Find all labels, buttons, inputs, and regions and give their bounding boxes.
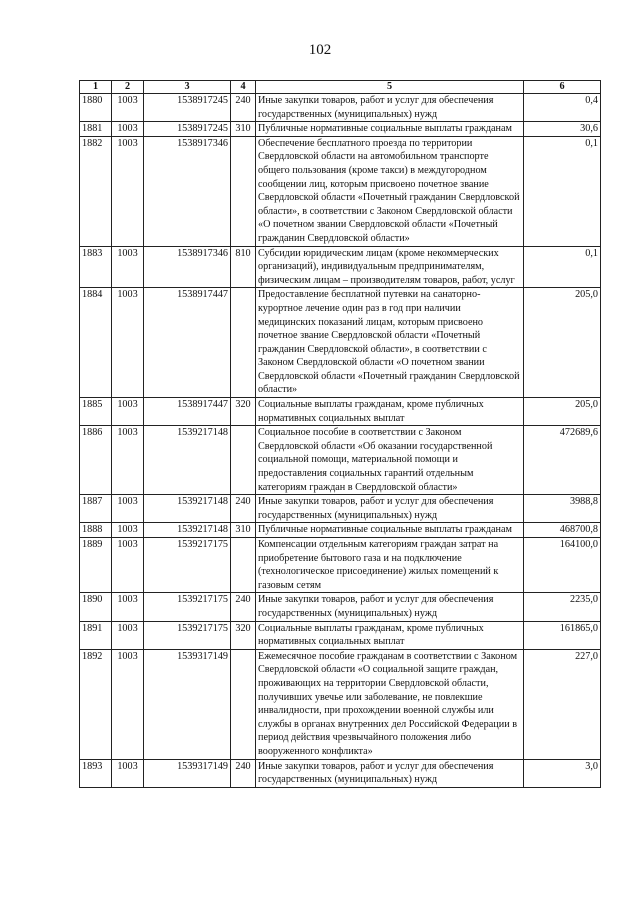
target-code: 1539217148 [144,495,231,523]
target-code: 1538917245 [144,94,231,122]
table-row [80,538,601,593]
section-code: 1003 [112,94,144,122]
target-code: 1539217175 [144,538,231,593]
row-number: 1881 [80,122,112,137]
column-header-5: 5 [256,81,524,94]
section-code: 1003 [112,288,144,398]
target-code: 1538917447 [144,398,231,426]
table-row [80,122,601,137]
section-code: 1003 [112,538,144,593]
expense-type-code: 320 [231,621,256,649]
expense-type-code: 320 [231,398,256,426]
section-code: 1003 [112,649,144,759]
table-row [80,759,601,787]
row-number: 1893 [80,759,112,787]
table-row [80,621,601,649]
target-code: 1538917346 [144,136,231,246]
amount: 2235,0 [524,593,601,621]
amount: 472689,6 [524,426,601,495]
expense-type-code: 310 [231,122,256,137]
item-name: Социальное пособие в соответствии с Законом Свердловской области «Об оказании государственной социальной помощи, материальной помощи и предоставления социальных гарантий отдельным категориям граждан в Свердловской области» [256,426,524,495]
amount: 161865,0 [524,621,601,649]
row-number: 1880 [80,94,112,122]
item-name: Социальные выплаты гражданам, кроме публичных нормативных социальных выплат [256,398,524,426]
column-header-4: 4 [231,81,256,94]
target-code: 1539217148 [144,523,231,538]
column-header-6: 6 [524,81,601,94]
item-name: Компенсации отдельным категориям граждан затрат на приобретение бытового газа и на подключение (технологическое присоединение) жилых помещений к газовым сетям [256,538,524,593]
expense-type-code: 240 [231,94,256,122]
expense-type-code: 810 [231,246,256,288]
row-number: 1886 [80,426,112,495]
target-code: 1539217175 [144,621,231,649]
amount: 30,6 [524,122,601,137]
section-code: 1003 [112,621,144,649]
target-code: 1538917447 [144,288,231,398]
amount: 227,0 [524,649,601,759]
table-row [80,398,601,426]
page-number: 102 [308,42,332,58]
row-number: 1888 [80,523,112,538]
column-header-1: 1 [80,81,112,94]
table-row [80,649,601,759]
amount: 3,0 [524,759,601,787]
expense-type-code [231,288,256,398]
row-number: 1883 [80,246,112,288]
item-name: Публичные нормативные социальные выплаты гражданам [256,523,524,538]
section-code: 1003 [112,759,144,787]
section-code: 1003 [112,246,144,288]
target-code: 1539317149 [144,759,231,787]
row-number: 1887 [80,495,112,523]
section-code: 1003 [112,593,144,621]
item-name: Обеспечение бесплатного проезда по территории Свердловской области на автомобильном транспорте общего пользования (кроме такси) в междугородном сообщении лиц, которым присвоено почетное звание Свердловской области «Почетный гражданин Свердловской области», в соответствии с Законом Свердловской области «О почетном звании Свердловской области «Почетный гражданин Свердловской области» [256,136,524,246]
budget-table [79,80,601,788]
expense-type-code [231,538,256,593]
amount: 468700,8 [524,523,601,538]
amount: 205,0 [524,288,601,398]
row-number: 1882 [80,136,112,246]
row-number: 1885 [80,398,112,426]
section-code: 1003 [112,426,144,495]
row-number: 1892 [80,649,112,759]
item-name: Иные закупки товаров, работ и услуг для обеспечения государственных (муниципальных) нужд [256,759,524,787]
table-row [80,246,601,288]
item-name: Ежемесячное пособие гражданам в соответствии с Законом Свердловской области «О социальной защите граждан, проживающих на территории Свердловской области, получивших увечье или заболевание, не повлекшие инвалидности, при прохождении военной службы или службы в органах внутренних дел Российской Федерации в период действия чрезвычайного положения либо вооруженного конфликта» [256,649,524,759]
table-row [80,593,601,621]
row-number: 1891 [80,621,112,649]
table-row [80,94,601,122]
target-code: 1538917245 [144,122,231,137]
section-code: 1003 [112,122,144,137]
table-row [80,288,601,398]
target-code: 1538917346 [144,246,231,288]
table-row [80,523,601,538]
expense-type-code: 240 [231,495,256,523]
amount: 205,0 [524,398,601,426]
row-number: 1884 [80,288,112,398]
row-number: 1890 [80,593,112,621]
column-header-2: 2 [112,81,144,94]
table-row [80,495,601,523]
target-code: 1539217148 [144,426,231,495]
target-code: 1539317149 [144,649,231,759]
section-code: 1003 [112,398,144,426]
target-code: 1539217175 [144,593,231,621]
section-code: 1003 [112,136,144,246]
section-code: 1003 [112,495,144,523]
amount: 164100,0 [524,538,601,593]
item-name: Иные закупки товаров, работ и услуг для обеспечения государственных (муниципальных) нужд [256,495,524,523]
expense-type-code [231,649,256,759]
amount: 0,4 [524,94,601,122]
expense-type-code [231,426,256,495]
item-name: Иные закупки товаров, работ и услуг для обеспечения государственных (муниципальных) нужд [256,94,524,122]
table-row [80,426,601,495]
row-number: 1889 [80,538,112,593]
item-name: Предоставление бесплатной путевки на санаторно-курортное лечение один раз в год при наличии медицинских показаний лицам, которым присвоено почетное звание Свердловской области «Почетный гражданин Свердловской области», в соответствии с Законом Свердловской области «О почетном звании Свердловской области «Почетный гражданин Свердловской области» [256,288,524,398]
amount: 0,1 [524,136,601,246]
header-row [80,81,601,94]
table-row [80,136,601,246]
item-name: Публичные нормативные социальные выплаты гражданам [256,122,524,137]
item-name: Субсидии юридическим лицам (кроме некоммерческих организаций), индивидуальным предпринимателям, физическим лицам – производителям товаров, работ, услуг [256,246,524,288]
item-name: Социальные выплаты гражданам, кроме публичных нормативных социальных выплат [256,621,524,649]
section-code: 1003 [112,523,144,538]
expense-type-code: 240 [231,759,256,787]
expense-type-code: 310 [231,523,256,538]
item-name: Иные закупки товаров, работ и услуг для обеспечения государственных (муниципальных) нужд [256,593,524,621]
amount: 0,1 [524,246,601,288]
expense-type-code: 240 [231,593,256,621]
amount: 3988,8 [524,495,601,523]
column-header-3: 3 [144,81,231,94]
expense-type-code [231,136,256,246]
